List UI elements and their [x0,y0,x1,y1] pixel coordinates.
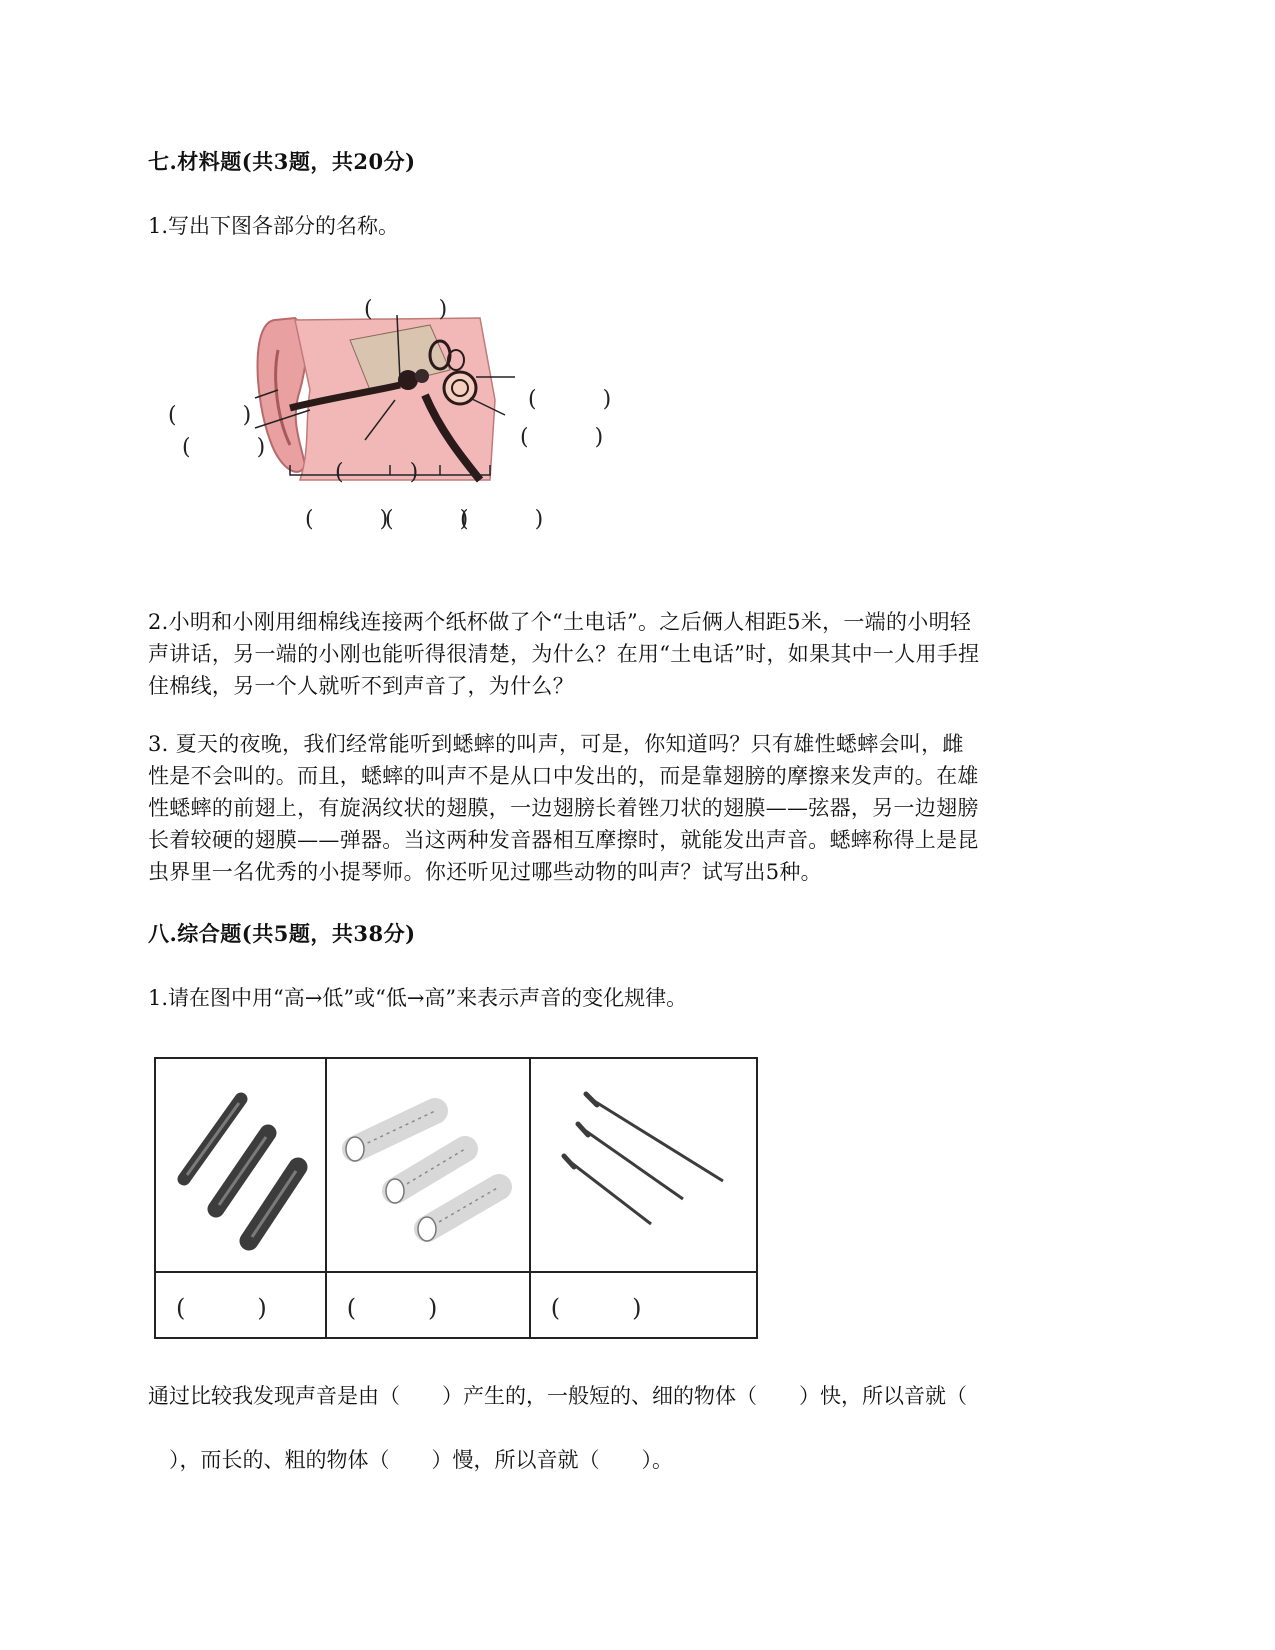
answer-blank: ( ) [346,1293,438,1322]
fill-in-sentence-line-2: ），而长的、粗的物体（ ）慢，所以音就（ ）。 [148,1448,673,1472]
question-3-line: 虫界里一名优秀的小提琴师。你还听见过哪些动物的叫声？试写出5种。 [148,860,822,884]
question-3-line: 性蟋蟀的前翅上，有旋涡纹状的翅膜，一边翅膀长着锉刀状的翅膜——弦器，另一边翅膀 [148,796,979,820]
question-3-line: 性是不会叫的。而且，蟋蟀的叫声不是从口中发出的，而是靠翅膀的摩擦来发声的。在雄 [148,764,979,788]
answer-cell-2[interactable] [326,1272,530,1338]
question-3-line: 3. 夏天的夜晚，我们经常能听到蟋蟀的叫声，可是，你知道吗？只有雄性蟋蟀会叫，雌 [148,732,964,756]
ear-label-blank-right-1: ( ) [528,387,612,412]
nails-illustration [531,1059,752,1267]
question-2-line: 住棉线，另一个人就听不到声音了，为什么？ [148,674,574,698]
answer-blank: ( ) [176,1293,267,1322]
question-3 [148,728,1108,888]
fill-in-sentence-line-1: 通过比较我发现声音是由（ ）产生的，一般短的、细的物体（ ）快，所以音就（ [148,1384,967,1408]
pitch-comparison-table [154,1057,758,1339]
answer-cell-1[interactable] [155,1272,326,1338]
ear-label-blank-bottom-1: ( ) [305,507,389,532]
light-tubes-illustration [327,1059,525,1267]
question-1-text: 1.写出下图各部分的名称。 [148,214,400,238]
thick-dark-rods-illustration [156,1059,321,1267]
question-2 [148,606,1108,702]
section-heading-8: 八.综合题(共5题，共38分) [148,921,416,946]
ear-label-blank-left-1: ( ) [168,403,252,428]
section-8-question-1-text: 1.请在图中用“高→低”或“低→高”来表示声音的变化规律。 [148,986,688,1010]
ear-label-blank-right-2: ( ) [520,425,604,450]
answer-cell-3[interactable] [530,1272,757,1338]
image-cell-thick-rods [155,1058,326,1272]
ear-label-blank-top: ( ) [364,297,448,322]
image-cell-nails [530,1058,757,1272]
section-heading-7: 七.材料题(共3题，共20分) [148,149,416,174]
ear-label-blank-bottom-3: ( ) [460,507,544,532]
ear-label-blank-left-2: ( ) [182,435,266,460]
question-3-line: 长着较硬的翅膜——弹器。当这两种发音器相互摩擦时，就能发出声音。蟋蟀称得上是昆 [148,828,979,852]
ear-label-blank-bottom-2: ( ) [385,507,469,532]
question-2-line: 声讲话，另一端的小刚也能听得很清楚，为什么？在用“土电话”时，如果其中一人用手捏 [148,642,980,666]
ear-label-blank-middle: ( ) [335,460,419,485]
image-cell-light-tubes [326,1058,530,1272]
answer-blank: ( ) [550,1293,642,1322]
question-2-line: 2.小明和小刚用细棉线连接两个纸杯做了个“土电话”。之后俩人相距5米，一端的小明轻 [148,610,972,634]
